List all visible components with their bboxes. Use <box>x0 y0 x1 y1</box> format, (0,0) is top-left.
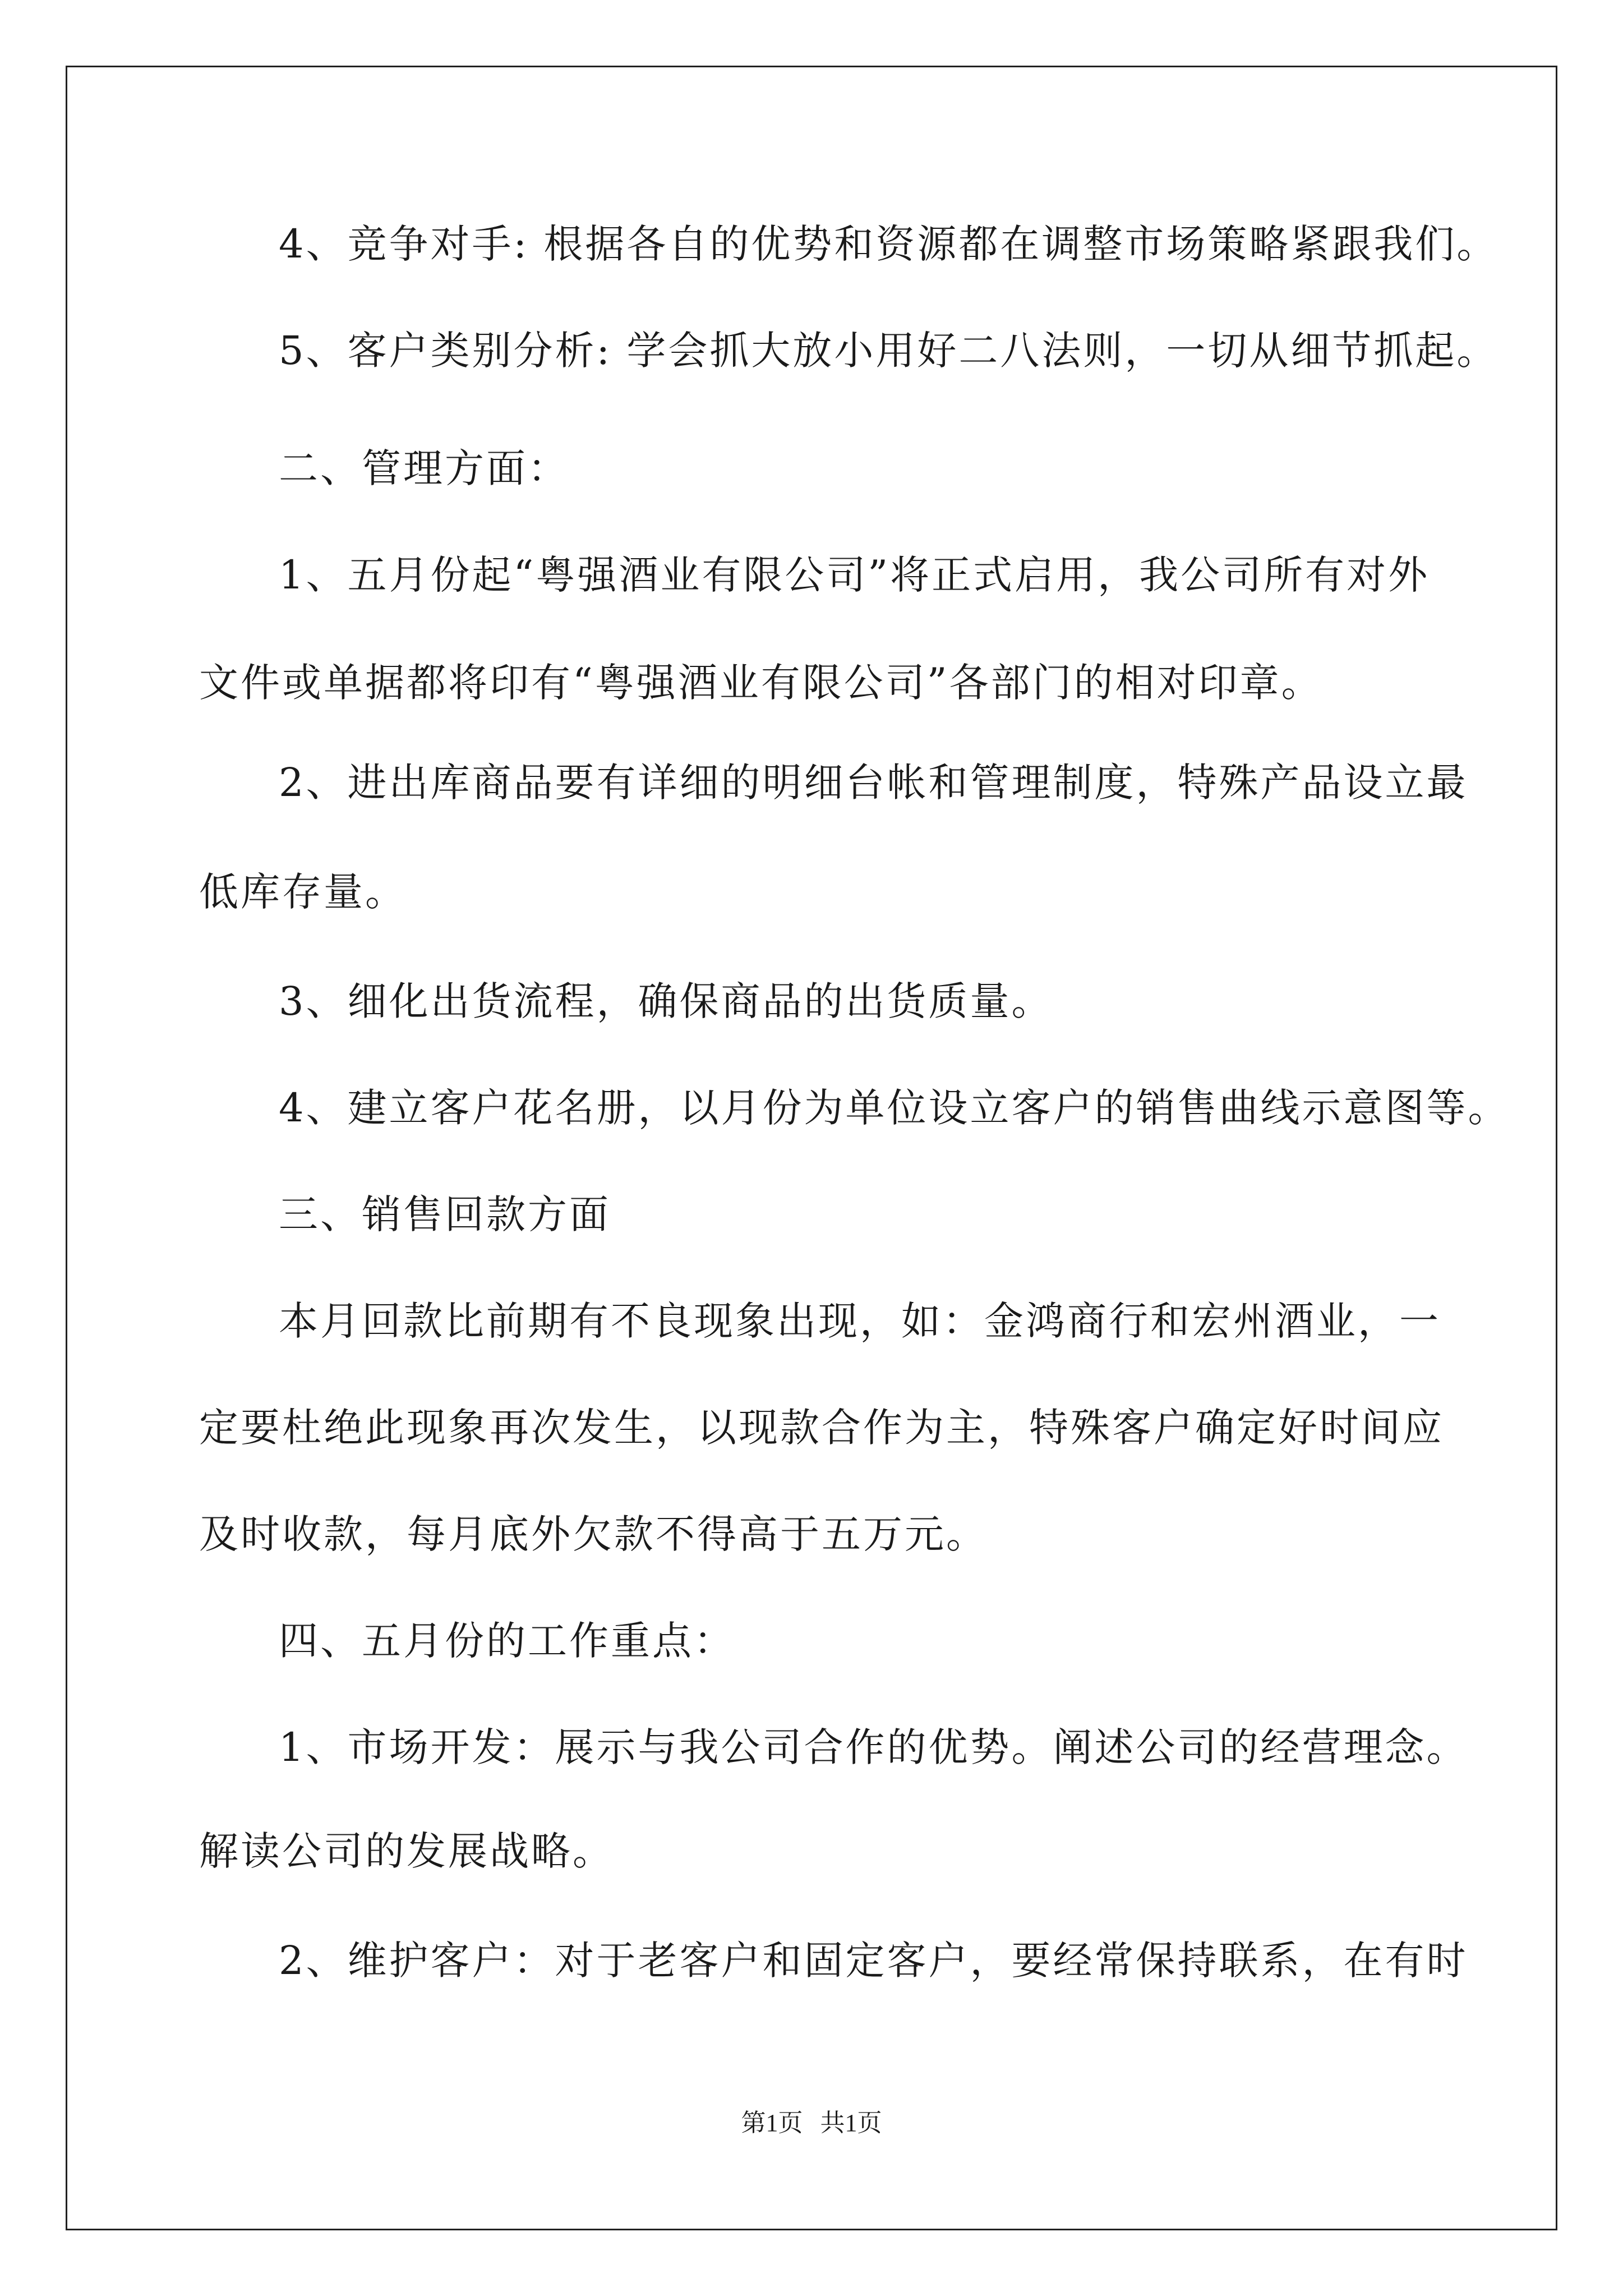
text-line: 定要杜绝此现象再次发生，以现款合作为主，特殊客户确定好时间应 <box>199 1405 1444 1451</box>
section-heading: 四、五月份的工作重点： <box>279 1618 735 1664</box>
section-heading: 二、管理方面： <box>279 445 569 491</box>
text-line: 1、五月份起“粤强酒业有限公司”将正式启用，我公司所有对外 <box>279 552 1430 598</box>
text-line: 本月回款比前期有不良现象出现，如：金鸿商行和宏州酒业，一 <box>279 1298 1441 1344</box>
text-line: 低库存量。 <box>199 869 407 915</box>
text-line: 2、进出库商品要有详细的明细台帐和管理制度，特殊产品设立最 <box>279 760 1468 806</box>
text-line: 3、细化出货流程，确保商品的出货质量。 <box>279 978 1053 1024</box>
text-line: 4、竞争对手: 根据各自的优势和资源都在调整市场策略紧跟我们。 <box>279 221 1498 267</box>
section-heading: 三、销售回款方面 <box>279 1191 611 1237</box>
page-footer <box>0 2106 1623 2140</box>
text-line: 解读公司的发展战略。 <box>199 1828 614 1874</box>
text-line: 及时收款，每月底外欠款不得高于五万元。 <box>199 1511 988 1557</box>
text-line: 4、建立客户花名册，以月份为单位设立客户的销售曲线示意图等。 <box>279 1085 1510 1131</box>
text-line: 2、维护客户：对于老客户和固定客户，要经常保持联系，在有时 <box>279 1938 1468 1984</box>
page-total: 共1页 <box>820 2109 882 2137</box>
page-border <box>66 66 1557 2230</box>
text-line: 1、市场开发：展示与我公司合作的优势。阐述公司的经营理念。 <box>279 1724 1468 1770</box>
text-line: 文件或单据都将印有“粤强酒业有限公司”各部门的相对印章。 <box>199 660 1323 706</box>
text-line: 5、客户类别分析: 学会抓大放小用好二八法则，一切从细节抓起。 <box>279 328 1498 374</box>
page-number: 第1页 <box>741 2109 803 2137</box>
